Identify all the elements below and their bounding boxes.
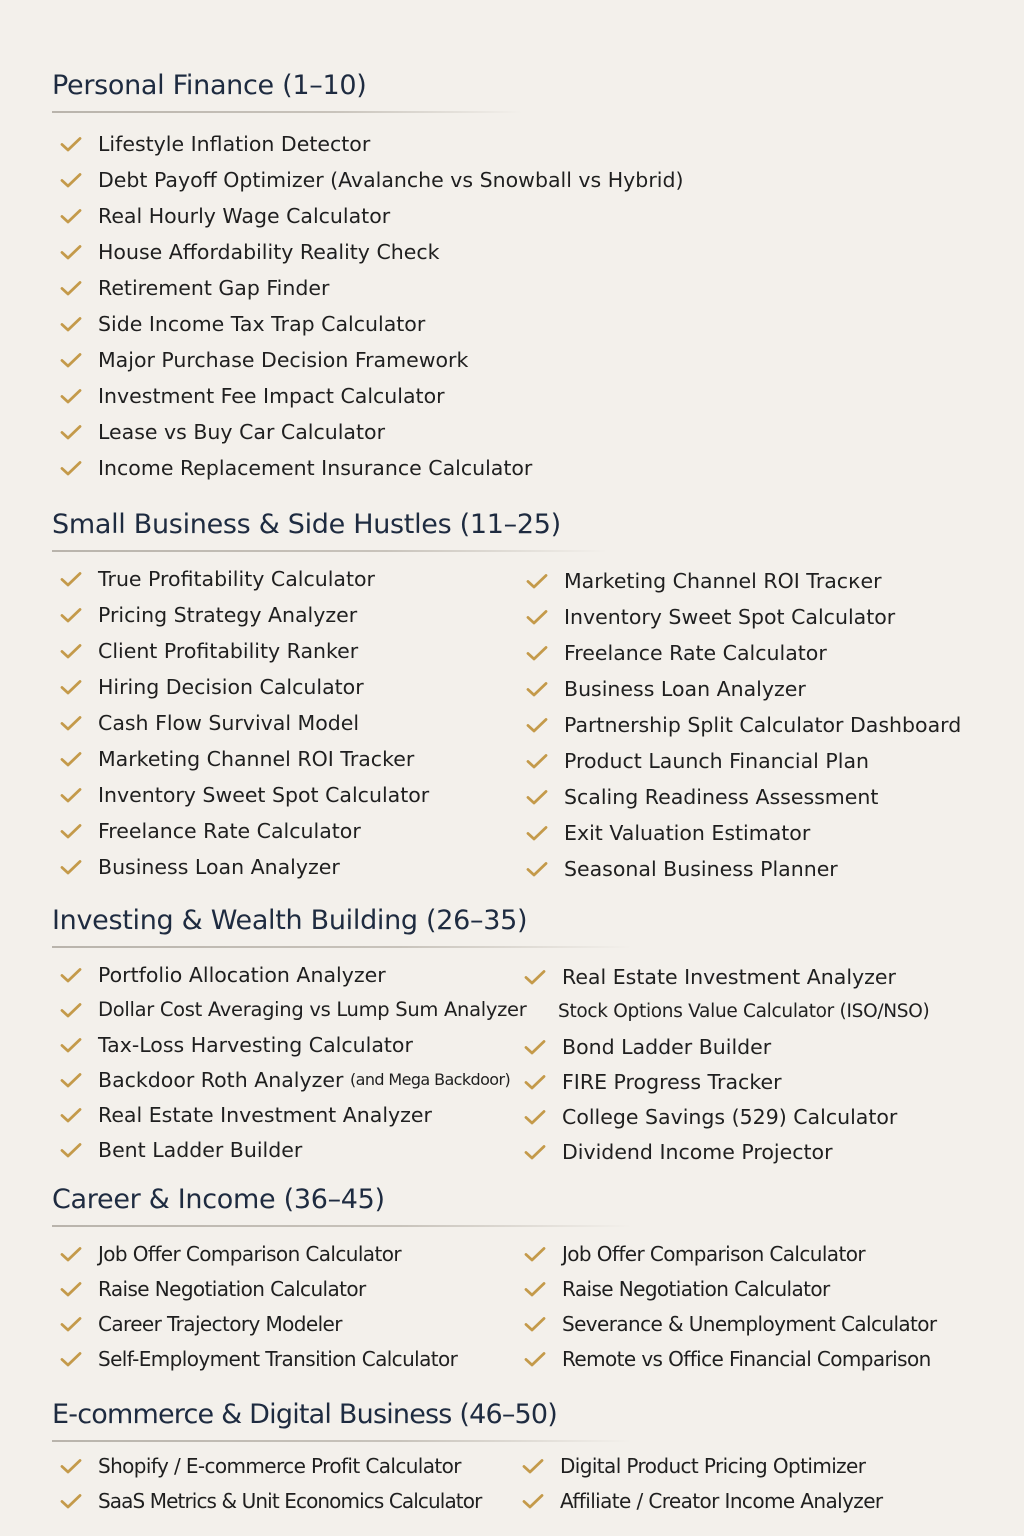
list-item xyxy=(524,1306,937,1341)
item-label: SaaS Metrics & Unit Economics Calculator xyxy=(98,1488,482,1513)
list-item xyxy=(524,1271,937,1306)
check-icon xyxy=(60,1072,82,1088)
list-item xyxy=(60,1483,481,1518)
list-item xyxy=(60,1341,457,1376)
list-item xyxy=(60,450,683,486)
check-icon xyxy=(60,352,82,368)
check-icon xyxy=(60,679,82,695)
section-heading: Small Business & Side Hustles (11–25) xyxy=(52,509,561,540)
list-item xyxy=(526,599,961,635)
check-icon xyxy=(526,573,548,589)
item-label: Retirement Gap Finder xyxy=(98,276,330,300)
item-label: Real Estate Investment Analyzer xyxy=(98,1102,432,1127)
item-label: Raise Negotiation Calculator xyxy=(562,1276,830,1301)
list-item xyxy=(60,957,526,992)
check-icon xyxy=(526,681,548,697)
check-icon xyxy=(60,967,82,983)
investing-list-left xyxy=(60,957,526,1167)
list-item xyxy=(60,342,683,378)
check-icon xyxy=(522,1458,544,1474)
check-icon xyxy=(524,1039,546,1055)
check-icon xyxy=(60,1002,82,1018)
check-icon xyxy=(524,1351,546,1367)
list-item xyxy=(60,1062,526,1097)
list-item xyxy=(524,1236,937,1271)
list-item xyxy=(60,378,683,414)
check-icon xyxy=(60,823,82,839)
check-icon xyxy=(60,859,82,875)
check-icon xyxy=(60,1316,82,1332)
item-label: Freelance Rate Calculator xyxy=(564,641,827,665)
item-label: Cash Flow Survival Model xyxy=(98,711,360,735)
check-icon xyxy=(60,1281,82,1297)
check-icon xyxy=(60,607,82,623)
check-icon xyxy=(60,316,82,332)
list-item xyxy=(60,270,683,306)
list-item xyxy=(60,1132,526,1167)
list-item xyxy=(60,306,683,342)
item-label: Stock Options Value Calculator (ISO/NSO) xyxy=(558,1001,930,1022)
list-item xyxy=(60,813,429,849)
list-item xyxy=(526,851,961,887)
item-label: Digital Product Pricing Optimizer xyxy=(560,1453,866,1478)
check-icon xyxy=(60,172,82,188)
check-icon xyxy=(60,643,82,659)
check-icon xyxy=(524,1246,546,1262)
item-label: Severance & Unemployment Calculator xyxy=(562,1311,937,1336)
list-item xyxy=(524,1134,929,1169)
item-label: Product Launch Financial Plan xyxy=(564,749,869,773)
check-icon xyxy=(60,715,82,731)
item-label: Tax-Loss Harvesting Calculator xyxy=(98,1032,413,1057)
item-label: Business Loan Analyzer xyxy=(564,677,806,701)
check-icon xyxy=(524,1144,546,1160)
section-personal-finance xyxy=(52,70,522,113)
list-item xyxy=(60,849,429,885)
item-label: Inventory Sweet Spot Calculator xyxy=(98,783,430,807)
item-label: Marketing Channel ROI Tracker xyxy=(98,747,415,771)
item-label: FIRE Progress Tracker xyxy=(562,1069,782,1094)
list-item xyxy=(60,162,683,198)
list-item xyxy=(522,1448,883,1483)
list-item xyxy=(524,1029,929,1064)
list-item xyxy=(60,992,526,1027)
list-item xyxy=(524,1341,937,1376)
check-icon xyxy=(60,1351,82,1367)
investing-list-right xyxy=(524,959,929,1169)
item-label: Freelance Rate Calculator xyxy=(98,819,361,843)
check-icon xyxy=(60,388,82,404)
item-label: Real Hourly Wage Calculator xyxy=(98,204,391,228)
item-label: House Affordability Reality Check xyxy=(98,240,440,264)
section-career-income xyxy=(52,1184,632,1227)
check-icon xyxy=(60,1107,82,1123)
item-label: Lease vs Buy Car Calculator xyxy=(98,420,385,444)
item-label: Inventory Sweet Spot Calculator xyxy=(564,605,896,629)
item-label: Self-Employment Transition Calculator xyxy=(98,1346,458,1371)
list-item xyxy=(60,741,429,777)
section-small-business xyxy=(52,509,607,552)
check-icon xyxy=(526,825,548,841)
item-label: Bond Ladder Builder xyxy=(562,1034,772,1059)
list-item xyxy=(60,561,429,597)
section-divider xyxy=(52,111,522,113)
list-item xyxy=(526,671,961,707)
list-item xyxy=(60,1236,457,1271)
item-label: Hiring Decision Calculator xyxy=(98,675,364,699)
check-icon xyxy=(524,1281,546,1297)
check-icon xyxy=(524,1074,546,1090)
item-note: (and Mega Backdoor) xyxy=(349,1070,511,1089)
item-label: Real Estate Investment Analyzer xyxy=(562,964,896,989)
personal-finance-list xyxy=(60,126,683,486)
list-item xyxy=(524,994,929,1029)
item-label: Job Offer Comparison Calculator xyxy=(562,1241,865,1266)
check-icon xyxy=(60,244,82,260)
list-item xyxy=(526,779,961,815)
check-icon xyxy=(526,861,548,877)
list-item xyxy=(526,635,961,671)
item-label: Seasonal Business Planner xyxy=(564,857,838,881)
check-icon xyxy=(526,609,548,625)
check-icon xyxy=(526,789,548,805)
section-heading: E-commerce & Digital Business (46–50) xyxy=(52,1399,558,1430)
check-icon xyxy=(60,424,82,440)
item-label: Remote vs Office Financial Comparison xyxy=(562,1346,931,1371)
check-icon xyxy=(526,717,548,733)
item-label: Shopify / E-commerce Profit Calculator xyxy=(98,1453,461,1478)
list-item xyxy=(60,1097,526,1132)
item-label: Exit Valuation Estimator xyxy=(564,821,811,845)
career-list-right xyxy=(524,1236,937,1376)
list-item xyxy=(60,633,429,669)
list-item xyxy=(60,777,429,813)
item-label: Pricing Strategy Analyzer xyxy=(98,603,358,627)
item-label: Dollar Cost Averaging vs Lump Sum Analyzer xyxy=(98,998,527,1021)
check-icon xyxy=(60,1037,82,1053)
item-label: College Savings (529) Calculator xyxy=(562,1104,898,1129)
item-label: Income Replacement Insurance Calculator xyxy=(98,456,533,480)
item-label: Partnership Split Calculator Dashboard xyxy=(564,713,962,737)
check-icon xyxy=(60,1458,82,1474)
section-divider xyxy=(52,1225,632,1227)
check-icon xyxy=(60,571,82,587)
list-item xyxy=(522,1483,883,1518)
career-list-left xyxy=(60,1236,457,1376)
section-heading: Personal Finance (1–10) xyxy=(52,70,367,101)
list-item xyxy=(526,815,961,851)
list-item xyxy=(60,126,683,162)
list-item xyxy=(60,1306,457,1341)
section-heading: Investing & Wealth Building (26–35) xyxy=(52,905,528,936)
list-item xyxy=(60,414,683,450)
small-business-list-left xyxy=(60,561,429,885)
list-item xyxy=(60,234,683,270)
section-divider xyxy=(52,946,632,948)
list-item xyxy=(60,669,429,705)
check-icon xyxy=(60,787,82,803)
section-divider xyxy=(52,1440,632,1442)
item-label: True Profitability Calculator xyxy=(98,567,375,591)
item-label: Job Offer Comparison Calculator xyxy=(98,1241,401,1266)
check-icon xyxy=(60,136,82,152)
check-icon xyxy=(60,1493,82,1509)
list-item xyxy=(524,1099,929,1134)
list-item xyxy=(526,563,961,599)
list-item xyxy=(60,597,429,633)
item-label: Lifestyle Inflation Detector xyxy=(98,132,371,156)
check-icon xyxy=(524,1109,546,1125)
section-investing xyxy=(52,905,632,948)
list-item xyxy=(60,198,683,234)
item-label: Debt Payoff Optimizer (Avalanche vs Snowball vs Hybrid) xyxy=(98,168,684,192)
check-icon xyxy=(60,460,82,476)
item-label: Major Purchase Decision Framework xyxy=(98,348,469,372)
list-item xyxy=(526,743,961,779)
check-icon xyxy=(524,969,546,985)
check-icon xyxy=(524,1316,546,1332)
ecommerce-list-right xyxy=(522,1448,883,1518)
list-item xyxy=(526,707,961,743)
item-label: Backdoor Roth Analyzer xyxy=(98,1067,344,1092)
item-label: Business Loan Analyzer xyxy=(98,855,340,879)
list-item xyxy=(524,1064,929,1099)
small-business-list-right xyxy=(526,563,961,887)
item-label: Career Trajectory Modeler xyxy=(98,1311,342,1336)
item-label: Dividend Income Projector xyxy=(562,1139,833,1164)
check-icon xyxy=(60,751,82,767)
item-label: Client Profitability Ranker xyxy=(98,639,359,663)
list-item xyxy=(60,1448,481,1483)
list-item xyxy=(60,705,429,741)
section-divider xyxy=(52,550,607,552)
item-label: Investment Fee Impact Calculator xyxy=(98,384,445,408)
list-item xyxy=(524,959,929,994)
check-icon xyxy=(526,753,548,769)
item-label: Raise Negotiation Calculator xyxy=(98,1276,366,1301)
check-icon xyxy=(522,1493,544,1509)
item-label: Scaling Readiness Assessment xyxy=(564,785,879,809)
check-icon xyxy=(60,208,82,224)
item-label: Bent Ladder Builder xyxy=(98,1137,303,1162)
check-icon xyxy=(526,645,548,661)
ecommerce-list-left xyxy=(60,1448,481,1518)
check-icon xyxy=(60,1246,82,1262)
section-heading: Career & Income (36–45) xyxy=(52,1184,385,1215)
item-label: Portfolio Allocation Analyzer xyxy=(98,962,386,987)
list-item xyxy=(60,1271,457,1306)
check-icon xyxy=(60,1142,82,1158)
check-icon xyxy=(60,280,82,296)
section-ecommerce xyxy=(52,1399,632,1442)
list-item xyxy=(60,1027,526,1062)
item-label: Affiliate / Creator Income Analyzer xyxy=(560,1488,883,1513)
item-label: Side Income Tax Trap Calculator xyxy=(98,312,426,336)
item-label: Marketing Channel ROI Tracкer xyxy=(564,569,882,593)
